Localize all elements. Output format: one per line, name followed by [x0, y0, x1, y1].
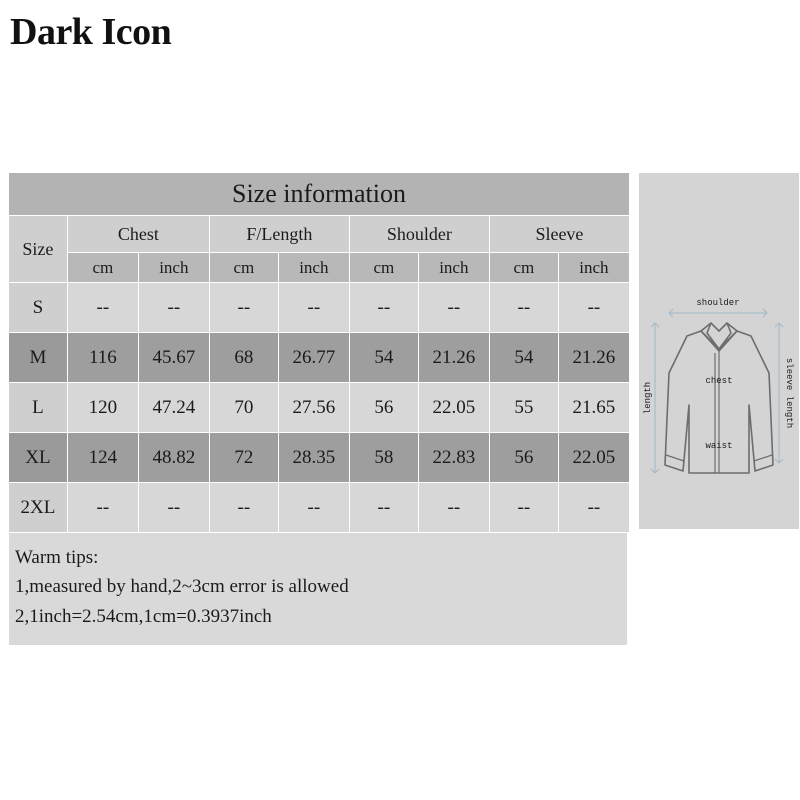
cell-chest-inch: 45.67: [138, 333, 209, 383]
cell-shoulder-inch: 21.26: [418, 333, 489, 383]
cell-shoulder-cm: 54: [349, 333, 418, 383]
table-row: [9, 483, 630, 533]
table-group-header-row: [9, 216, 630, 253]
cell-flength-inch: 27.56: [278, 383, 349, 433]
size-table: [8, 172, 630, 533]
unit-sleeve-cm: cm: [489, 253, 558, 283]
header-sleeve: Sleeve: [489, 216, 629, 253]
table-row: [9, 333, 630, 383]
cell-sleeve-cm: 56: [489, 433, 558, 483]
cell-chest-cm: --: [67, 283, 138, 333]
cell-sleeve-cm: --: [489, 483, 558, 533]
table-title: Size information: [9, 173, 630, 216]
cell-sleeve-inch: --: [558, 483, 629, 533]
cell-chest-inch: 48.82: [138, 433, 209, 483]
cell-flength-cm: 72: [209, 433, 278, 483]
header-size: Size: [9, 216, 68, 283]
warm-tips-heading: Warm tips:: [15, 547, 99, 568]
cell-chest-inch: --: [138, 283, 209, 333]
cell-flength-cm: 68: [209, 333, 278, 383]
header-shoulder: Shoulder: [349, 216, 489, 253]
cell-chest-cm: --: [67, 483, 138, 533]
cell-flength-cm: --: [209, 283, 278, 333]
cell-shoulder-inch: 22.83: [418, 433, 489, 483]
cell-sleeve-inch: 21.26: [558, 333, 629, 383]
cell-flength-inch: 26.77: [278, 333, 349, 383]
cell-chest-inch: 47.24: [138, 383, 209, 433]
label-chest: chest: [705, 376, 733, 386]
cell-flength-inch: --: [278, 283, 349, 333]
header-chest: Chest: [67, 216, 209, 253]
row-size: 2XL: [9, 483, 68, 533]
unit-flength-cm: cm: [209, 253, 278, 283]
page-title: Dark Icon: [10, 11, 172, 53]
cell-sleeve-inch: --: [558, 283, 629, 333]
cell-flength-cm: 70: [209, 383, 278, 433]
cell-shoulder-cm: --: [349, 283, 418, 333]
unit-chest-cm: cm: [67, 253, 138, 283]
table-title-row: [9, 173, 630, 216]
row-size: XL: [9, 433, 68, 483]
cell-shoulder-cm: --: [349, 483, 418, 533]
cell-shoulder-inch: 22.05: [418, 383, 489, 433]
label-waist: waist: [705, 441, 733, 451]
cell-sleeve-cm: 54: [489, 333, 558, 383]
label-sleeve-length: sleeve length: [784, 357, 794, 429]
size-table-block: [8, 172, 630, 646]
row-size: L: [9, 383, 68, 433]
cell-shoulder-inch: --: [418, 483, 489, 533]
row-size: M: [9, 333, 68, 383]
cell-sleeve-cm: 55: [489, 383, 558, 433]
warm-tips: [8, 533, 628, 646]
warm-tips-line-2: 2,1inch=2.54cm,1cm=0.3937inch: [15, 605, 272, 627]
unit-chest-inch: inch: [138, 253, 209, 283]
size-information-chart: [8, 172, 792, 646]
cell-chest-cm: 116: [67, 333, 138, 383]
cell-sleeve-inch: 21.65: [558, 383, 629, 433]
cell-chest-inch: --: [138, 483, 209, 533]
header-flength: F/Length: [209, 216, 349, 253]
label-shoulder: shoulder: [696, 298, 740, 308]
label-length: length: [643, 381, 653, 415]
cell-shoulder-cm: 58: [349, 433, 418, 483]
table-row: [9, 383, 630, 433]
unit-flength-inch: inch: [278, 253, 349, 283]
warm-tips-line-1: 1,measured by hand,2~3cm error is allowed: [15, 576, 349, 598]
table-unit-header-row: [9, 253, 630, 283]
unit-shoulder-cm: cm: [349, 253, 418, 283]
cell-chest-cm: 120: [67, 383, 138, 433]
table-row: [9, 283, 630, 333]
garment-diagram-panel: [638, 172, 800, 530]
cell-shoulder-inch: --: [418, 283, 489, 333]
cell-chest-cm: 124: [67, 433, 138, 483]
cell-sleeve-inch: 22.05: [558, 433, 629, 483]
table-row: [9, 433, 630, 483]
row-size: S: [9, 283, 68, 333]
unit-sleeve-inch: inch: [558, 253, 629, 283]
shirt-diagram-icon: [639, 173, 799, 529]
cell-sleeve-cm: --: [489, 283, 558, 333]
cell-flength-cm: --: [209, 483, 278, 533]
cell-flength-inch: --: [278, 483, 349, 533]
cell-flength-inch: 28.35: [278, 433, 349, 483]
unit-shoulder-inch: inch: [418, 253, 489, 283]
cell-shoulder-cm: 56: [349, 383, 418, 433]
